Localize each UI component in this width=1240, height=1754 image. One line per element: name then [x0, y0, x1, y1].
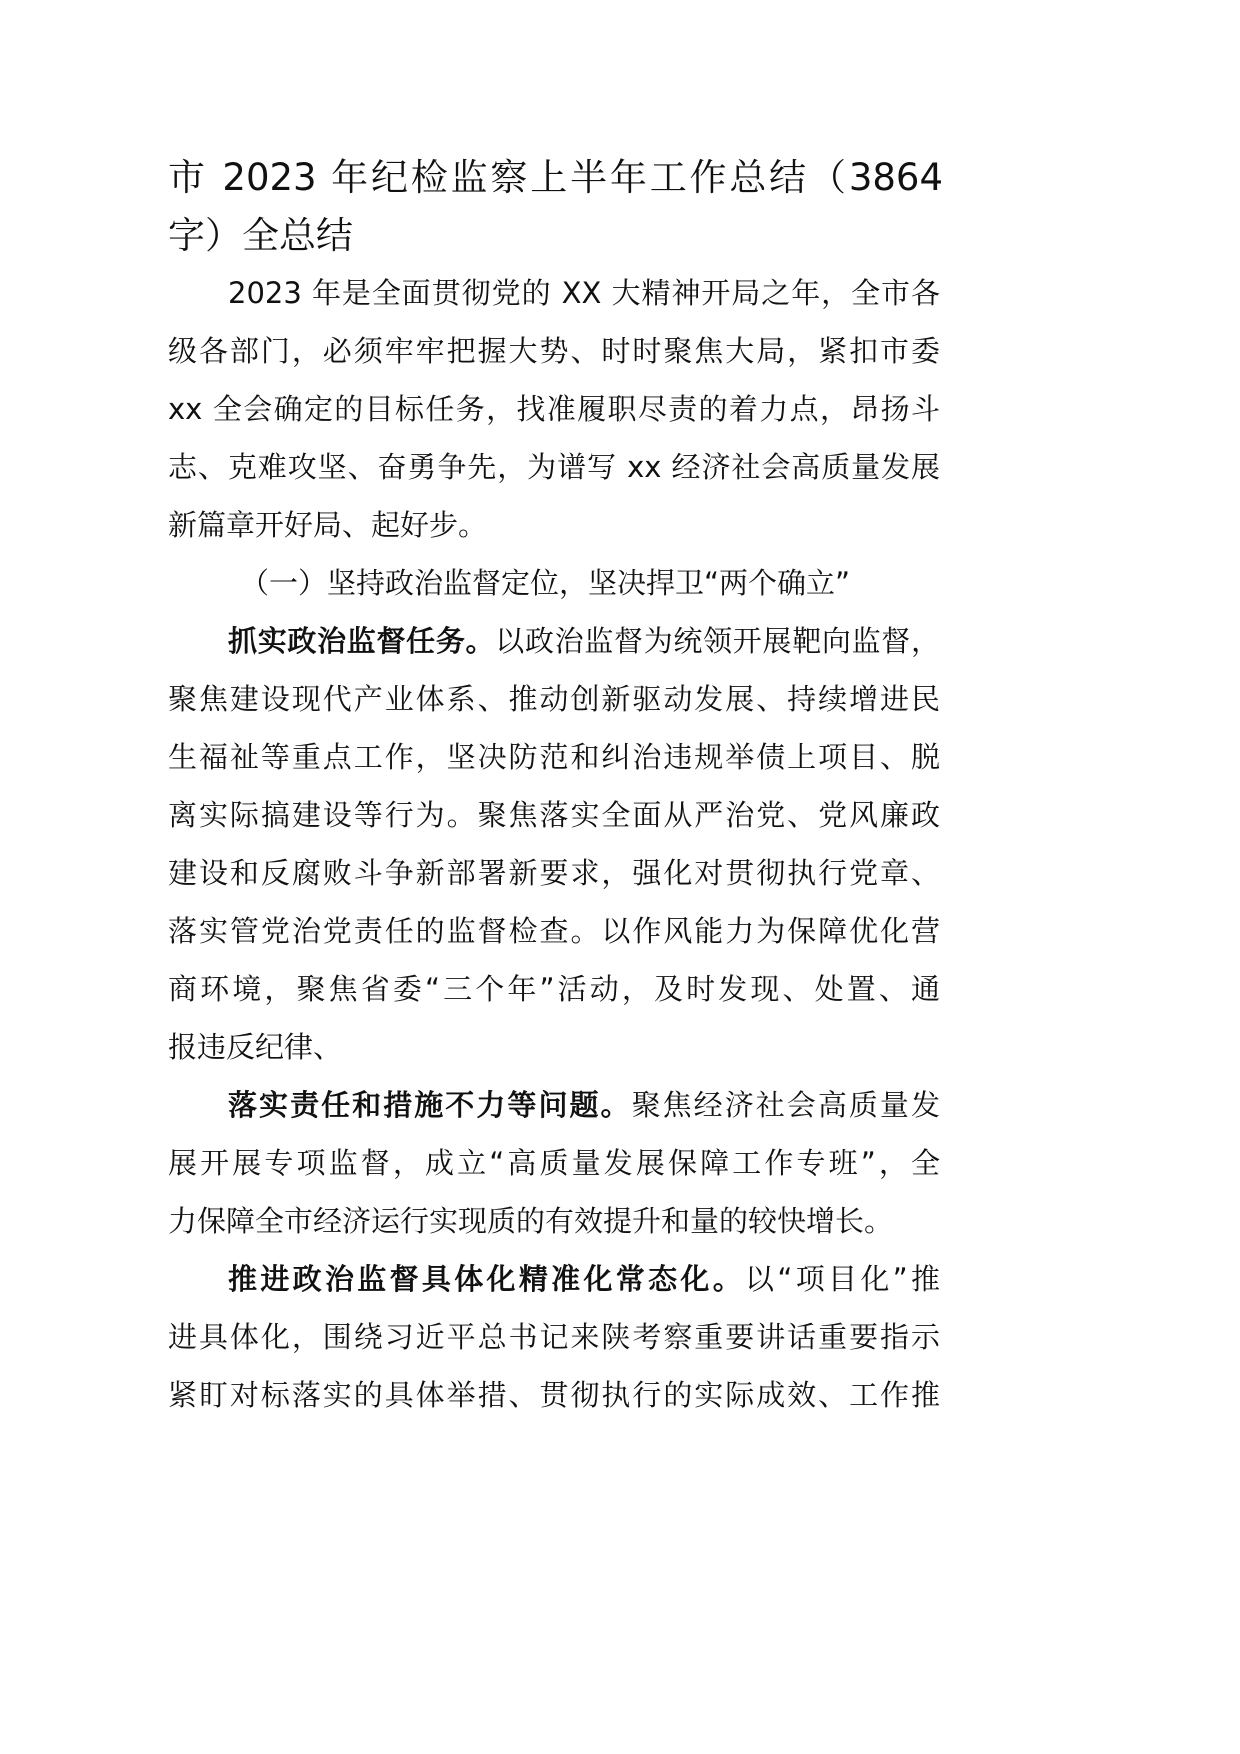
text-line	[168, 1018, 940, 1076]
line-text: 级各部门，必须牢牢把握大势、时时聚焦大局，紧扣市委	[168, 334, 940, 368]
text-line	[168, 612, 940, 670]
line-text: （一）坚持政治监督定位，坚决捍卫“两个确立”	[240, 566, 851, 600]
line-text: 商环境，聚焦省委“三个年”活动，及时发现、处置、通	[168, 972, 940, 1006]
text-line	[168, 438, 940, 496]
line-text: 聚焦经济社会高质量发	[631, 1088, 940, 1122]
text-line	[168, 844, 940, 902]
text-line	[168, 902, 940, 960]
title-line: 市 2023 年纪检监察上半年工作总结（3864	[168, 156, 943, 199]
document-body	[168, 264, 940, 1424]
line-text: 紧盯对标落实的具体举措、贯彻执行的实际成效、工作推	[168, 1378, 940, 1412]
text-line	[168, 960, 940, 1018]
text-line	[168, 1076, 940, 1134]
title-line: 字）全总结	[168, 214, 353, 257]
document-title	[168, 149, 943, 265]
line-text: 力保障全市经济运行实现质的有效提升和量的较快增长。	[168, 1204, 894, 1238]
section-heading	[168, 554, 940, 612]
text-line	[168, 1250, 940, 1308]
line-text: 落实管党治党责任的监督检查。以作风能力为保障优化营	[168, 914, 940, 948]
line-text: 以“项目化”推	[745, 1262, 940, 1296]
line-text: 以政治监督为统领开展靶向监督，	[495, 624, 940, 658]
text-line	[168, 1366, 940, 1424]
text-line	[168, 264, 940, 322]
bold-lead-phrase: 落实责任和措施不力等问题。	[228, 1088, 632, 1122]
line-text: xx 全会确定的目标任务，找准履职尽责的着力点，昂扬斗	[168, 392, 940, 426]
text-line	[168, 786, 940, 844]
text-line	[168, 1308, 940, 1366]
line-text: 建设和反腐败斗争新部署新要求，强化对贯彻执行党章、	[168, 856, 940, 890]
text-line	[168, 1134, 940, 1192]
bold-lead-phrase: 推进政治监督具体化精准化常态化。	[228, 1262, 746, 1296]
line-text: 报违反纪律、	[168, 1030, 343, 1064]
line-text: 生福祉等重点工作，坚决防范和纠治违规举债上项目、脱	[168, 740, 940, 774]
line-text: 展开展专项监督，成立“高质量发展保障工作专班”，全	[168, 1146, 940, 1180]
line-text: 新篇章开好局、起好步。	[168, 508, 488, 542]
line-text: 2023 年是全面贯彻党的 XX 大精神开局之年，全市各	[228, 276, 940, 310]
line-text: 离实际搞建设等行为。聚焦落实全面从严治党、党风廉政	[168, 798, 940, 832]
text-line	[168, 1192, 940, 1250]
text-line	[168, 670, 940, 728]
line-text: 进具体化，围绕习近平总书记来陕考察重要讲话重要指示	[168, 1320, 940, 1354]
text-line	[168, 728, 940, 786]
text-line	[168, 496, 940, 554]
line-text: 聚焦建设现代产业体系、推动创新驱动发展、持续增进民	[168, 682, 940, 716]
text-line	[168, 322, 940, 380]
line-text: 志、克难攻坚、奋勇争先，为谱写 xx 经济社会高质量发展	[168, 450, 940, 484]
text-line	[168, 380, 940, 438]
bold-lead-phrase: 抓实政治监督任务。	[228, 624, 496, 658]
